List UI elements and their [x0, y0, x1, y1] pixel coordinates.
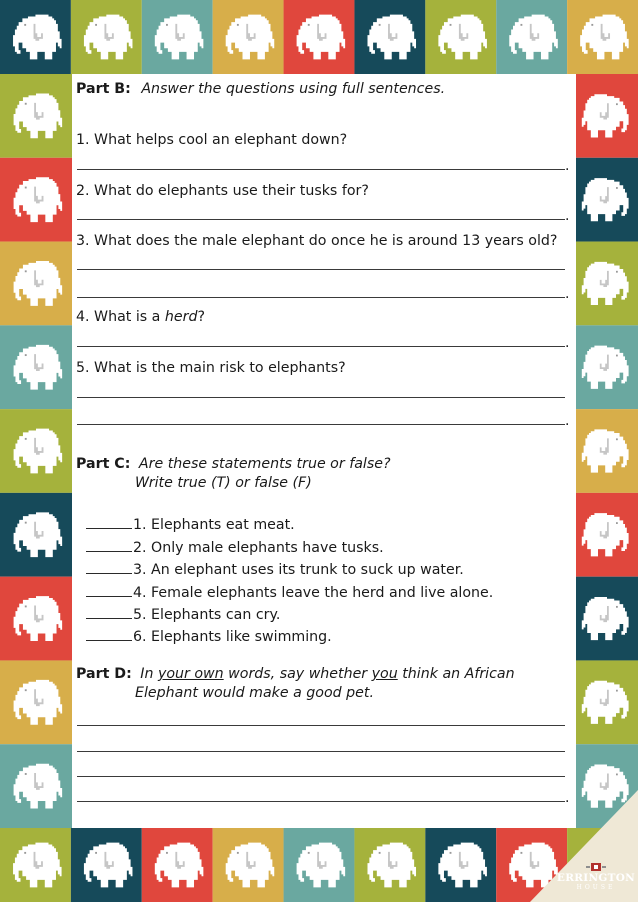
line-end-dot: . [565, 335, 570, 351]
logo-name: ERRINGTON [556, 872, 636, 884]
answer-line-3a[interactable] [77, 269, 565, 270]
answer-line-2[interactable] [77, 219, 565, 220]
statement-3: 3. An elephant uses its trunk to suck up water. [86, 560, 464, 579]
statement-4: 4. Female elephants leave the herd and live alone. [86, 583, 493, 602]
line-end-dot: . [565, 790, 570, 806]
crest-icon [585, 862, 607, 872]
errington-house-logo [556, 862, 636, 900]
part-c-title [76, 456, 391, 473]
answer-line-d1[interactable] [77, 725, 565, 726]
statement-6: 6. Elephants like swimming. [86, 627, 332, 646]
answer-line-d4[interactable] [77, 801, 565, 802]
part-c-heading: Part C: [76, 456, 131, 472]
tf-blank[interactable] [86, 538, 132, 552]
line-end-dot: . [565, 158, 570, 174]
statement-5: 5. Elephants can cry. [86, 605, 280, 624]
tf-blank[interactable] [86, 627, 132, 641]
part-d-instruction-2: Elephant would make a good pet. [135, 685, 374, 701]
logo-sub: HOUSE [576, 884, 616, 891]
tf-blank[interactable] [86, 515, 132, 529]
part-d-instruction-1: In your own words, say whether you think an African [140, 666, 515, 682]
question-3: 3. What does the male elephant do once he is around 13 years old? [76, 233, 558, 249]
part-d-title [76, 666, 515, 683]
answer-line-3b[interactable] [77, 297, 565, 298]
part-d-heading: Part D: [76, 666, 132, 682]
answer-line-5b[interactable] [77, 424, 565, 425]
question-2: 2. What do elephants use their tusks for? [76, 183, 369, 199]
line-end-dot: . [565, 208, 570, 224]
answer-line-d3[interactable] [77, 776, 565, 777]
statement-1: 1. Elephants eat meat. [86, 515, 295, 534]
question-4-end: ? [197, 309, 205, 325]
answer-line-d2[interactable] [77, 751, 565, 752]
line-end-dot: . [565, 413, 570, 429]
part-b-instruction: Answer the questions using full sentences. [141, 81, 446, 97]
question-1: 1. What helps cool an elephant down? [76, 132, 348, 148]
part-c-instruction-1: Are these statements true or false? [138, 456, 391, 472]
tf-blank[interactable] [86, 583, 132, 597]
part-c-instruction-2: Write true (T) or false (F) [135, 475, 312, 491]
part-b-heading: Part B: [76, 81, 131, 97]
question-5: 5. What is the main risk to elephants? [76, 360, 346, 376]
worksheet [72, 74, 576, 828]
question-4-text: 4. What is a [76, 309, 165, 325]
tf-blank[interactable] [86, 560, 132, 574]
answer-line-5a[interactable] [77, 397, 565, 398]
part-b-title [76, 81, 445, 98]
answer-line-4[interactable] [77, 346, 565, 347]
statement-2: 2. Only male elephants have tusks. [86, 538, 384, 557]
answer-line-1[interactable] [77, 169, 565, 170]
tf-blank[interactable] [86, 605, 132, 619]
question-4 [76, 309, 205, 326]
question-4-italic: herd [164, 309, 198, 325]
line-end-dot: . [565, 286, 570, 302]
